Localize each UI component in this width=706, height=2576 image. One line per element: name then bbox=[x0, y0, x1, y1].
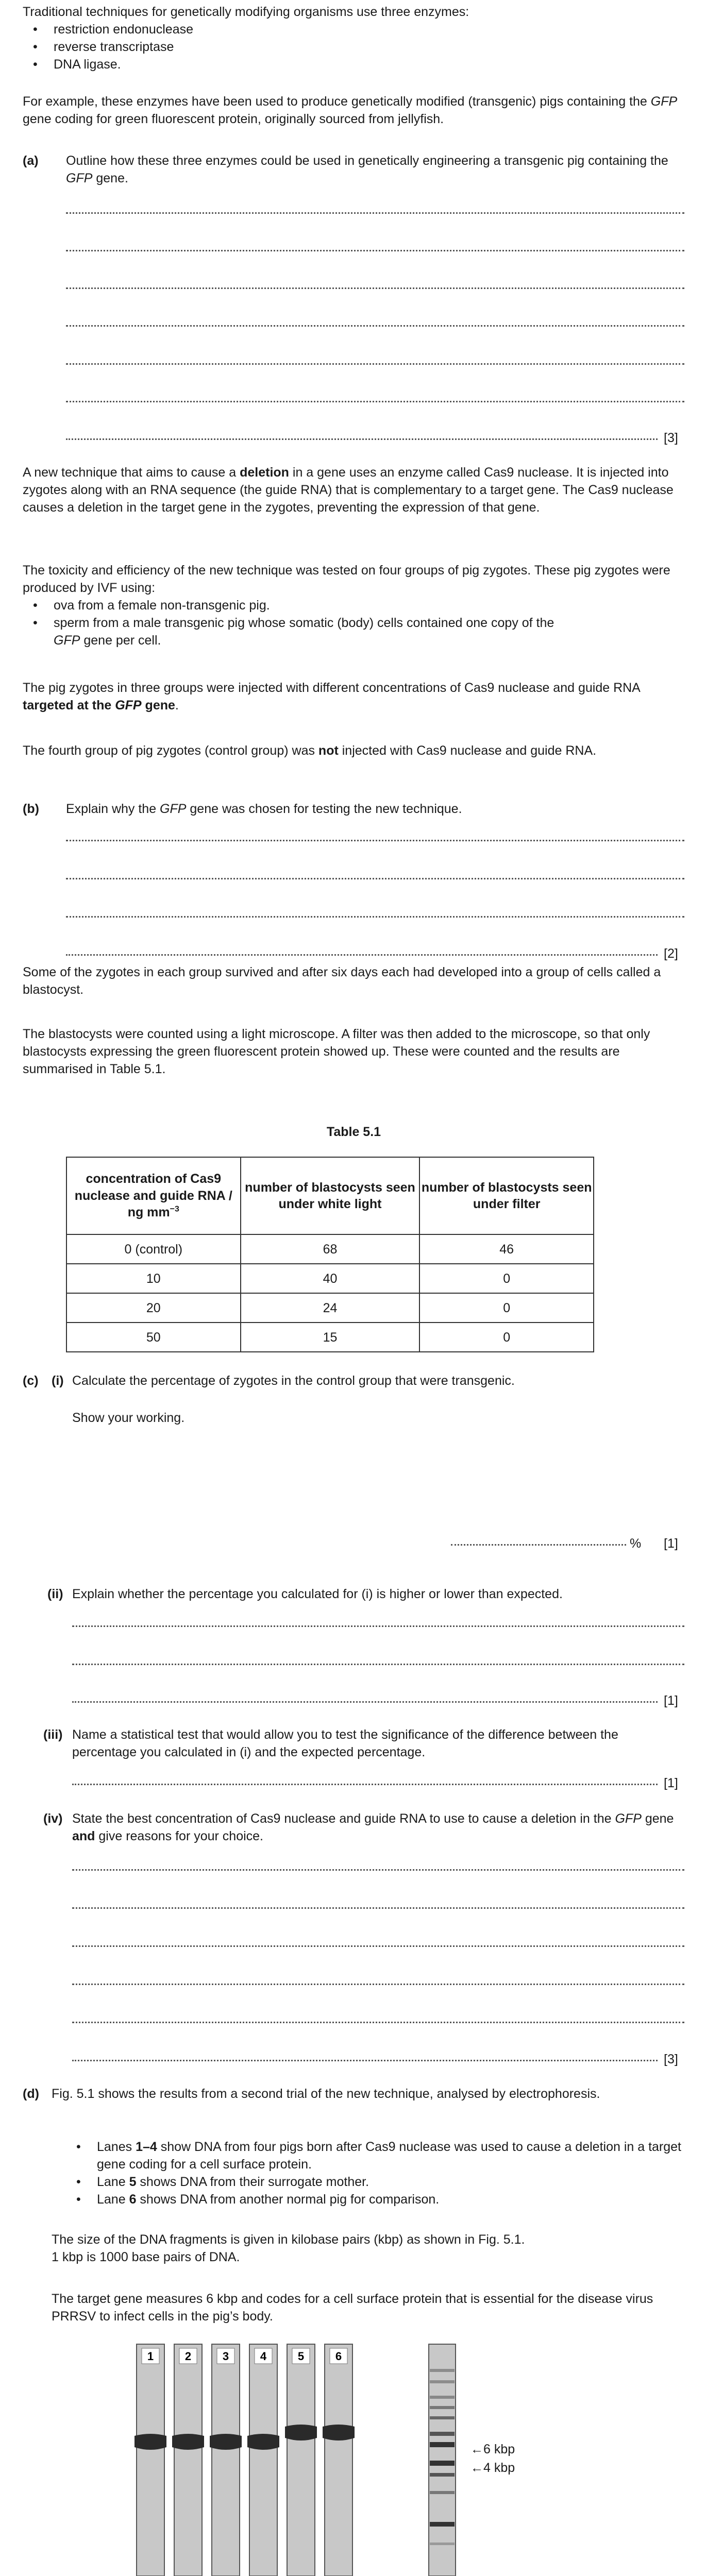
table-cell: 0 bbox=[419, 1293, 594, 1323]
intro-example bbox=[23, 93, 685, 128]
ladder-band bbox=[430, 2380, 455, 2383]
electrophoresis-figure bbox=[0, 2329, 706, 2576]
arrow-left-icon: ← bbox=[470, 2461, 483, 2475]
lane-item-bold: 5 bbox=[129, 2175, 137, 2189]
question-d-intro: Fig. 5.1 shows the results from a second trial of the new technique, analysed by electrophoresis. bbox=[52, 2087, 600, 2101]
table-header-row bbox=[66, 1157, 594, 1234]
question-c-ii-text: Explain whether the percentage you calculated for (i) is higher or lower than expected. bbox=[72, 1587, 563, 1601]
table-header-sup: −3 bbox=[170, 1205, 179, 1214]
marker-6kbp bbox=[470, 2441, 515, 2458]
lane-number: 5 bbox=[297, 2350, 305, 2363]
passage-text: The toxicity and efficiency of the new technique was tested on four groups of pig zygotes. These pig zygotes were produced by IVF using: bbox=[23, 563, 670, 595]
intro-example-text-end: gene coding for green fluorescent protein, originally sourced from jellyfish. bbox=[23, 112, 444, 126]
enzyme-item: • DNA ligase. bbox=[23, 56, 685, 73]
gel-lane bbox=[249, 2344, 277, 2576]
table-cell: 0 bbox=[419, 1264, 594, 1293]
ladder-band bbox=[430, 2473, 455, 2477]
gel-lane bbox=[137, 2344, 164, 2576]
marks-c-iii: [1] bbox=[664, 1776, 678, 1790]
passage-bold: deletion bbox=[240, 465, 289, 480]
gene-name: GFP bbox=[54, 633, 80, 648]
ladder-band bbox=[430, 2522, 455, 2527]
question-b-prompt: Explain why the bbox=[66, 802, 160, 816]
gene-name: GFP bbox=[66, 171, 93, 185]
question-c-iv-label: (iv) bbox=[43, 1811, 63, 1826]
answer-line[interactable] bbox=[66, 363, 684, 365]
passage-text: in a gene uses an enzyme called Cas9 nuclease. It is injected into zygotes along with an RNA sequence (the guide RNA) that is complementary to a target gene. The Cas9 nuclease causes a deletion in the target gene in the zygotes, preventing the expression of that gene. bbox=[23, 465, 674, 515]
answer-line[interactable] bbox=[72, 1945, 684, 1947]
question-c-label: (c) bbox=[23, 1374, 39, 1388]
table-cell: 0 bbox=[419, 1323, 594, 1352]
answer-line[interactable] bbox=[451, 1544, 626, 1546]
table-header-concentration bbox=[66, 1157, 241, 1234]
gel-lane bbox=[212, 2344, 240, 2576]
marker-label-6kbp: 6 kbp bbox=[483, 2442, 515, 2456]
passage-groups bbox=[23, 679, 685, 714]
ivf-item-text-end: gene per cell. bbox=[80, 633, 161, 648]
gene-name: GFP bbox=[650, 94, 678, 109]
table-row bbox=[66, 1264, 594, 1293]
intro-example-text: For example, these enzymes have been used to produce genetically modified (transgenic) pigs containing the bbox=[23, 94, 651, 109]
passage-blastocyst bbox=[23, 963, 685, 998]
size-text bbox=[52, 2231, 685, 2266]
ivf-list bbox=[23, 597, 685, 649]
lane-item bbox=[66, 2191, 684, 2208]
answer-line[interactable] bbox=[72, 1869, 684, 1871]
dna-band bbox=[247, 2434, 279, 2450]
ladder-lane bbox=[429, 2344, 456, 2576]
size-text-line: 1 kbp is 1000 base pairs of DNA. bbox=[52, 2250, 240, 2264]
marks-a: [3] bbox=[664, 431, 678, 445]
question-d-label: (d) bbox=[23, 2087, 39, 2101]
passage-text: The blastocysts were counted using a light microscope. A filter was then added to the microscope, so that only blastocysts expressing the green fluorescent protein showed up. These were counted and the results are summarised in Table 5.1. bbox=[23, 1027, 650, 1076]
gel-lane bbox=[174, 2344, 202, 2576]
table-cell: 24 bbox=[241, 1293, 420, 1323]
answer-line[interactable] bbox=[72, 1701, 658, 1703]
lane-item-text-end: show DNA from four pigs born after Cas9 nuclease was used to cause a deletion in a target gene coding for a cell surface protein. bbox=[97, 2140, 682, 2172]
passage-text: The fourth group of pig zygotes (control group) was bbox=[23, 743, 318, 758]
question-c-iv-prompt-end: give reasons for your choice. bbox=[95, 1829, 264, 1843]
size-text-line: The size of the DNA fragments is given in kilobase pairs (kbp) as shown in Fig. 5.1. bbox=[52, 2232, 525, 2247]
question-a-text bbox=[66, 152, 684, 187]
question-a-prompt-end: gene. bbox=[92, 171, 128, 185]
table-cell: 15 bbox=[241, 1323, 420, 1352]
gene-name: GFP bbox=[115, 698, 142, 713]
ivf-item: • ova from a female non-transgenic pig. bbox=[23, 597, 685, 614]
question-c-iv-prompt-mid: gene bbox=[641, 1811, 674, 1826]
table-row bbox=[66, 1234, 594, 1264]
marker-4kbp bbox=[470, 2459, 515, 2477]
passage-ivf bbox=[23, 562, 685, 649]
passage-control bbox=[23, 742, 685, 759]
question-c-iii-label: (iii) bbox=[43, 1727, 63, 1742]
answer-line[interactable] bbox=[66, 401, 684, 402]
answer-line[interactable] bbox=[72, 1984, 684, 1985]
lane-item-bold: 1–4 bbox=[136, 2140, 157, 2154]
question-c-i-label: (i) bbox=[52, 1374, 64, 1388]
passage-text: The pig zygotes in three groups were injected with different concentrations of Cas9 nuclease and guide RNA bbox=[23, 681, 640, 695]
table-header-white-light: number of blastocysts seen under white light bbox=[241, 1157, 420, 1234]
intro-line: Traditional techniques for genetically modifying organisms use three enzymes: bbox=[23, 5, 469, 19]
lane-item-text: Lanes bbox=[97, 2140, 136, 2154]
ladder-band bbox=[430, 2442, 455, 2447]
answer-line[interactable] bbox=[66, 250, 684, 251]
marks-b: [2] bbox=[664, 946, 678, 961]
lane-item bbox=[66, 2173, 684, 2191]
passage-text: injected with Cas9 nuclease and guide RNA. bbox=[338, 743, 597, 758]
table-caption: Table 5.1 bbox=[326, 1125, 381, 1139]
bold-and: and bbox=[72, 1829, 95, 1843]
passage-bold: gene bbox=[141, 698, 175, 713]
table-row bbox=[66, 1323, 594, 1352]
lane-item bbox=[66, 2138, 684, 2173]
question-c-iv-prompt: State the best concentration of Cas9 nuclease and guide RNA to use to cause a deletion in the bbox=[72, 1811, 615, 1826]
answer-line[interactable] bbox=[66, 287, 684, 289]
ivf-item-text: sperm from a male transgenic pig whose somatic (body) cells contained one copy of the bbox=[54, 616, 554, 630]
answer-line[interactable] bbox=[66, 325, 684, 327]
ladder-band bbox=[430, 2396, 455, 2399]
dna-band bbox=[210, 2434, 242, 2450]
question-c-iii-text: Name a statistical test that would allow you to test the significance of the difference between the percentage you calculated in (i) and the expected percentage. bbox=[72, 1727, 618, 1759]
gel-lane bbox=[325, 2344, 352, 2576]
table-cell: 50 bbox=[66, 1323, 241, 1352]
answer-line[interactable] bbox=[66, 840, 684, 841]
lane-number: 1 bbox=[147, 2350, 154, 2363]
table-cell: 0 (control) bbox=[66, 1234, 241, 1264]
question-c-ii-label: (ii) bbox=[47, 1587, 63, 1601]
table-cell: 10 bbox=[66, 1264, 241, 1293]
ladder-band bbox=[430, 2416, 455, 2419]
answer-line[interactable] bbox=[72, 1784, 658, 1785]
answer-line[interactable] bbox=[72, 2060, 658, 2061]
enzyme-item: • reverse transcriptase bbox=[23, 38, 685, 56]
enzyme-list bbox=[23, 21, 685, 73]
gel-lanes bbox=[135, 2344, 355, 2576]
answer-line[interactable] bbox=[66, 438, 658, 440]
gene-name: GFP bbox=[160, 802, 187, 816]
gene-name: GFP bbox=[615, 1811, 642, 1826]
answer-line[interactable] bbox=[72, 1625, 684, 1627]
lane-number: 6 bbox=[335, 2350, 342, 2363]
passage-cas9 bbox=[23, 464, 685, 516]
question-b-text bbox=[66, 800, 684, 818]
lane-item-text-end: shows DNA from another normal pig for comparison. bbox=[136, 2192, 440, 2207]
gel-lane bbox=[287, 2344, 315, 2576]
intro-section bbox=[23, 3, 685, 73]
ladder-band bbox=[430, 2369, 455, 2372]
answer-line[interactable] bbox=[72, 1907, 684, 1909]
lane-number: 2 bbox=[184, 2350, 192, 2363]
ladder-band bbox=[430, 2406, 455, 2409]
table-row bbox=[66, 1293, 594, 1323]
lane-item-text: Lane bbox=[97, 2175, 129, 2189]
table-cell: 68 bbox=[241, 1234, 420, 1264]
passage-text: . bbox=[175, 698, 179, 713]
lane-item-text-end: shows DNA from their surrogate mother. bbox=[136, 2175, 369, 2189]
question-a-prompt: Outline how these three enzymes could be used in genetically engineering a transgenic pig containing the bbox=[66, 154, 668, 168]
passage-counting bbox=[23, 1025, 685, 1078]
answer-line[interactable] bbox=[66, 954, 658, 956]
marks-c-iv: [3] bbox=[664, 2052, 678, 2066]
passage-text: Some of the zygotes in each group survived and after six days each had developed into a group of cells called a blastocyst. bbox=[23, 965, 661, 997]
question-c-iv-text bbox=[72, 1810, 685, 1845]
answer-line[interactable] bbox=[66, 212, 684, 214]
dna-band bbox=[323, 2425, 355, 2441]
ladder-band bbox=[430, 2543, 455, 2545]
ladder-band bbox=[430, 2491, 455, 2494]
unit-percent: % bbox=[630, 1536, 642, 1551]
dna-band bbox=[135, 2434, 166, 2450]
answer-line[interactable] bbox=[66, 916, 684, 918]
lane-item-bold: 6 bbox=[129, 2192, 137, 2207]
lane-list bbox=[66, 2138, 684, 2208]
lane-item-text: Lane bbox=[97, 2192, 129, 2207]
question-c-i-show: Show your working. bbox=[72, 1411, 185, 1425]
passage-bold: targeted at the bbox=[23, 698, 115, 713]
dna-ladder bbox=[429, 2344, 456, 2576]
answer-line[interactable] bbox=[72, 2022, 684, 2023]
table-cell: 46 bbox=[419, 1234, 594, 1264]
marker-label-4kbp: 4 kbp bbox=[483, 2461, 515, 2475]
ladder-band bbox=[430, 2432, 455, 2436]
enzyme-item: • restriction endonuclease bbox=[23, 21, 685, 38]
ivf-item bbox=[23, 614, 685, 649]
marks-c-ii: [1] bbox=[664, 1693, 678, 1708]
marks-c-i: [1] bbox=[664, 1536, 678, 1551]
lane-number: 4 bbox=[260, 2350, 267, 2363]
question-b-label: (b) bbox=[23, 802, 39, 816]
question-a-label: (a) bbox=[23, 154, 39, 168]
table-header-filter: number of blastocysts seen under filter bbox=[419, 1157, 594, 1234]
answer-line[interactable] bbox=[72, 1664, 684, 1665]
passage-text: A new technique that aims to cause a bbox=[23, 465, 240, 480]
lane-number: 3 bbox=[222, 2350, 229, 2363]
target-gene-text: The target gene measures 6 kbp and codes for a cell surface protein that is essential for the disease virus PRRSV to infect cells in the pig’s body. bbox=[52, 2292, 653, 2324]
table-cell: 20 bbox=[66, 1293, 241, 1323]
question-c-i-text: Calculate the percentage of zygotes in the control group that were transgenic. bbox=[72, 1374, 515, 1388]
dna-band bbox=[172, 2434, 204, 2450]
table-cell: 40 bbox=[241, 1264, 420, 1293]
passage-bold: not bbox=[318, 743, 339, 758]
arrow-left-icon: ← bbox=[470, 2442, 483, 2456]
dna-band bbox=[285, 2425, 317, 2441]
table-header-text: concentration of Cas9 nuclease and guide RNA / ng mm bbox=[74, 1172, 232, 1220]
ladder-band bbox=[430, 2461, 455, 2466]
answer-line[interactable] bbox=[66, 878, 684, 879]
results-table bbox=[66, 1157, 594, 1352]
question-b-prompt-end: gene was chosen for testing the new technique. bbox=[186, 802, 462, 816]
